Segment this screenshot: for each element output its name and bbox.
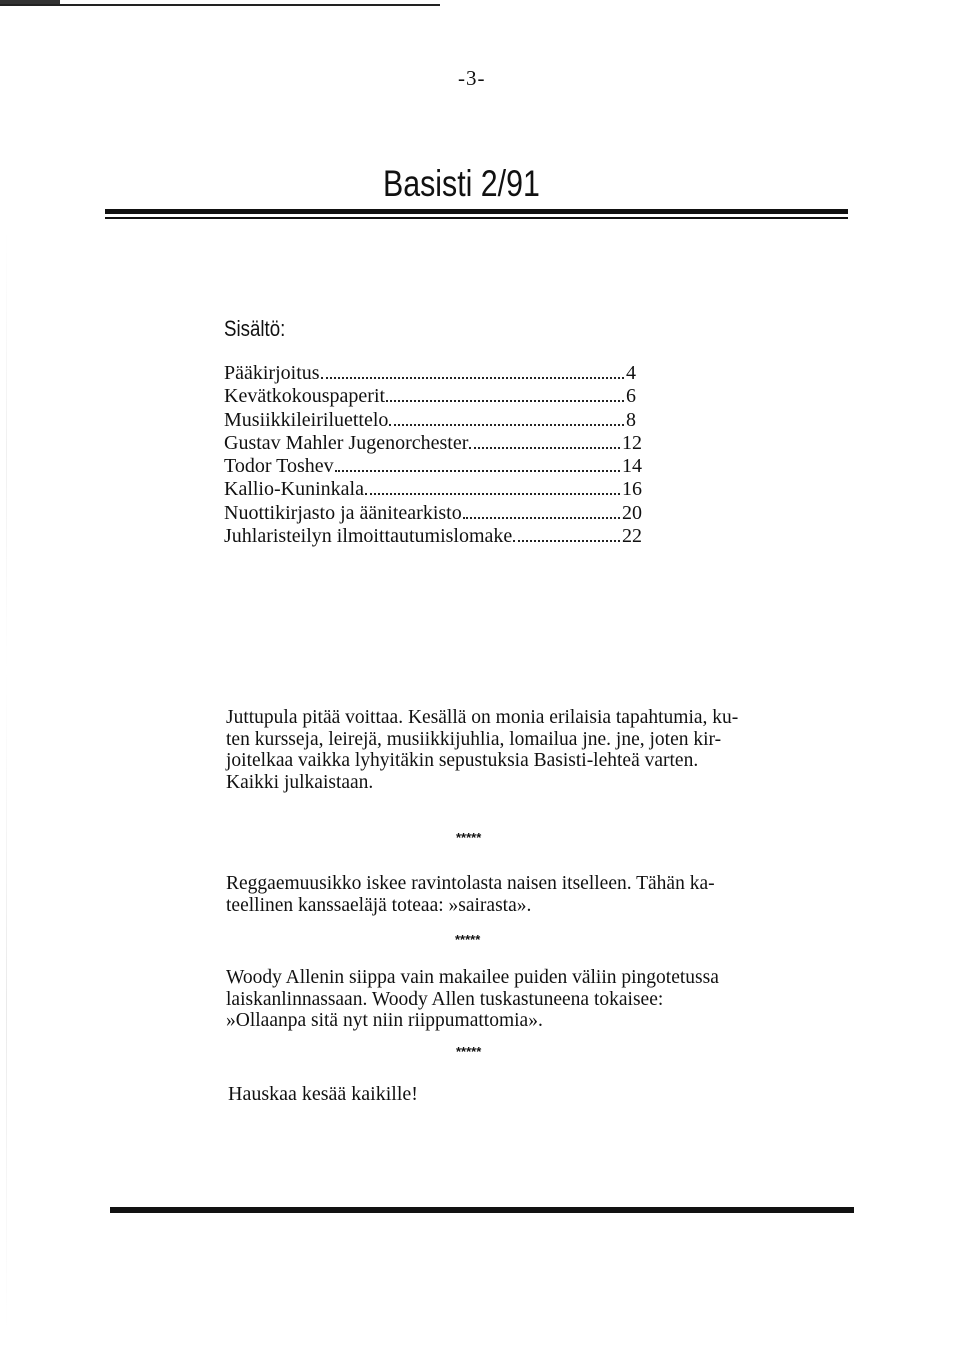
separator-stars: ***** xyxy=(455,932,481,947)
paragraph-reggae-joke xyxy=(226,873,746,916)
scan-artifact-top-line xyxy=(0,4,440,6)
toc-leader-dots xyxy=(463,516,620,519)
paragraph-line: Woody Allenin siippa vain makailee puiden väliin pingotetussa xyxy=(226,967,719,988)
paragraph-line: teellinen kanssaeläjä toteaa: »sairasta». xyxy=(226,894,532,916)
toc-entry-page: 12 xyxy=(622,431,642,454)
toc-entry-page: 4 xyxy=(626,362,636,384)
toc-entry-title: Pääkirjoitus xyxy=(224,362,320,384)
toc-entry xyxy=(224,362,642,385)
toc-entry-title: Musiikkileiriluettelo xyxy=(224,408,389,431)
toc-entry xyxy=(224,409,642,432)
signoff: Hauskaa kesää kaikille! xyxy=(228,1083,418,1105)
paragraph-line: Juttupula pitää voittaa. Kesällä on monia erilaisia tapahtumia, ku- xyxy=(226,707,739,728)
page-number: -3- xyxy=(458,66,486,90)
toc-entry xyxy=(224,502,642,525)
toc-entry xyxy=(224,525,642,548)
title-rule-thin xyxy=(105,217,848,219)
toc-leader-dots xyxy=(321,376,624,379)
paragraph-woody-allen-joke xyxy=(226,967,746,1032)
toc-entry-title: Kallio-Kuninkala xyxy=(224,478,364,501)
toc-leader-dots xyxy=(386,399,624,402)
toc-leader-dots xyxy=(469,446,620,449)
toc-entry-title: Kevätkokouspaperit xyxy=(224,385,386,408)
title-rule-thick xyxy=(105,209,848,214)
toc-entry xyxy=(224,455,642,478)
toc-entry-page: 22 xyxy=(622,525,642,548)
toc-entry-title: Juhlaristeilyn ilmoittautumislomake xyxy=(224,525,513,548)
paragraph-line: ten kursseja, leirejä, musiikkijuhlia, lomailua jne. jne, joten kir- xyxy=(226,728,722,750)
toc-leader-dots xyxy=(389,423,624,426)
footer-rule xyxy=(110,1207,854,1213)
page-title: Basisti 2/91 xyxy=(383,163,540,204)
paragraph-line: Kaikki julkaistaan. xyxy=(226,771,374,793)
toc-entry-title: Nuottikirjasto ja äänitearkisto xyxy=(224,501,462,524)
toc-entry-title: Todor Toshev xyxy=(224,455,334,478)
paragraph-article-call xyxy=(226,707,746,793)
toc-entry-page: 20 xyxy=(622,501,642,524)
table-of-contents xyxy=(224,362,654,548)
toc-heading: Sisältö: xyxy=(224,316,286,341)
toc-entry-page: 8 xyxy=(626,408,636,431)
separator-stars: ***** xyxy=(456,830,482,845)
toc-entry-page: 14 xyxy=(622,455,642,478)
toc-entry-page: 16 xyxy=(622,478,642,501)
toc-leader-dots xyxy=(335,469,620,472)
toc-entry xyxy=(224,432,642,455)
paragraph-line: laiskanlinnassaan. Woody Allen tuskastuneena tokaisee: xyxy=(226,988,664,1010)
toc-entry xyxy=(224,478,642,501)
separator-stars: ***** xyxy=(456,1044,482,1059)
toc-entry xyxy=(224,385,642,408)
toc-leader-dots xyxy=(365,492,620,495)
toc-leader-dots xyxy=(513,539,620,542)
toc-entry-title: Gustav Mahler Jugenorchester xyxy=(224,431,469,454)
paragraph-line: Reggaemuusikko iskee ravintolasta naisen itselleen. Tähän ka- xyxy=(226,873,715,894)
scan-artifact-left-edge xyxy=(6,230,7,1330)
paragraph-line: »Ollaanpa sitä nyt niin riippumattomia». xyxy=(226,1010,543,1031)
toc-entry-page: 6 xyxy=(626,385,636,408)
paragraph-line: joitelkaa vaikka lyhyitäkin sepustuksia Basisti-lehteä varten. xyxy=(226,750,699,771)
